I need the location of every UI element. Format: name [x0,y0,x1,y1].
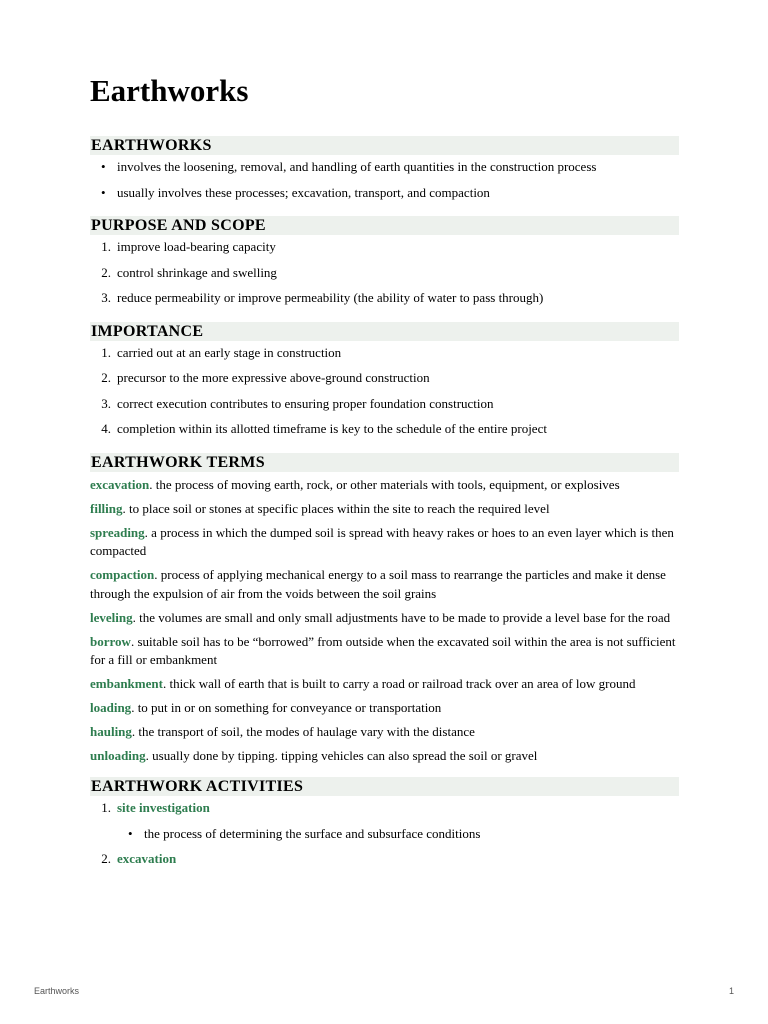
list-item [90,185,679,200]
term-entry [90,675,679,694]
term-definition: . a process in which the dumped soil is spread with heavy rakes or hoes to an even layer which is then compacted [90,524,674,558]
list-item [90,290,679,305]
purpose-numbered-list [90,239,679,305]
list-number: 1. [101,800,111,815]
term-name: borrow [90,633,131,649]
term-entry [90,633,679,670]
term-name: compaction [90,567,155,582]
term-definition: . the transport of soil, the modes of haulage vary with the distance [131,724,475,739]
list-item [90,421,679,436]
activity-label: excavation [117,851,177,866]
term-entry [90,476,679,495]
list-item [90,159,679,174]
list-number: 3. [101,290,111,305]
term-name: excavation [90,476,150,492]
document-title: Earthworks [90,73,249,108]
importance-numbered-list [90,345,679,437]
term-entry [90,699,679,718]
earthworks-bullet-list [90,159,679,200]
term-definition: . process of applying mechanical energy to a soil mass to rearrange the particles and make it dense through the expulsion of air from the voids between the soil grains [90,567,666,601]
list-item-text: usually involves these processes; excavation, transport, and compaction [117,184,490,200]
section-heading-terms: EARTHWORK TERMS [90,453,679,472]
term-name: loading [90,700,132,715]
term-entry [90,524,679,561]
activities-numbered-list [90,800,679,866]
term-name: embankment [90,676,163,691]
list-item [90,396,679,411]
document-page [90,70,679,877]
section-heading-earthworks: EARTHWORKS [90,136,679,155]
term-definition: . the volumes are small and only small adjustments have to be made to provide a level base for the road [132,609,671,625]
term-definition: . thick wall of earth that is built to carry a road or railroad track over an area of low ground [162,676,636,691]
term-name: spreading [90,524,145,540]
list-item-text: carried out at an early stage in construction [117,344,342,360]
list-item-text: the process of determining the surface and subsurface conditions [144,825,481,841]
footer-document-name: Earthworks [34,986,80,996]
list-number: 2. [101,264,111,280]
term-definition: . the process of moving earth, rock, or other materials with tools, equipment, or explosives [149,476,620,492]
list-number: 1. [101,239,111,254]
term-name: unloading [90,748,146,763]
section-heading-importance: IMPORTANCE [90,322,679,341]
term-definition: . to place soil or stones at specific places within the site to reach the required level [122,500,550,516]
term-definition: . to put in or on something for conveyance or transportation [131,700,442,715]
activity-label: site investigation [117,800,210,815]
list-item [90,370,679,385]
footer-page-number: 1 [728,986,734,996]
term-definition: . suitable soil has to be “borrowed” from outside when the excavated soil within the area is not sufficient for a fill or embankment [90,633,676,667]
bullet-icon: • [128,825,133,841]
term-entry [90,609,679,628]
list-item-text: correct execution contributes to ensuring proper foundation construction [117,395,494,411]
bullet-icon: • [101,159,106,174]
list-item-text: precursor to the more expressive above-ground construction [117,370,430,385]
list-item [90,800,679,815]
list-item [90,239,679,254]
list-item-text: completion within its allotted timeframe is key to the schedule of the entire project [117,421,547,436]
term-definition: . usually done by tipping. tipping vehicles can also spread the soil or gravel [145,748,538,763]
list-item-text: control shrinkage and swelling [117,264,277,280]
list-item [90,851,679,866]
terms-list [90,476,679,766]
list-number: 3. [101,395,111,411]
term-entry [90,566,679,603]
term-entry [90,500,679,519]
list-number: 4. [101,421,111,436]
bullet-icon: • [101,184,106,200]
list-item [90,265,679,280]
list-number: 1. [101,344,111,360]
list-item [90,345,679,360]
term-entry [90,747,679,766]
term-entry [90,723,679,742]
list-item-text: improve load-bearing capacity [117,239,276,254]
list-item-text: reduce permeability or improve permeability (the ability of water to pass through) [117,290,544,305]
list-item-text: involves the loosening, removal, and handling of earth quantities in the construction process [117,159,597,174]
sub-list-item [90,826,679,841]
list-number: 2. [101,851,111,866]
section-heading-purpose: PURPOSE AND SCOPE [90,216,679,235]
list-number: 2. [101,370,111,385]
term-name: filling [90,500,123,516]
term-name: leveling [90,609,133,625]
term-name: hauling [90,724,132,739]
section-heading-activities: EARTHWORK ACTIVITIES [90,777,679,796]
